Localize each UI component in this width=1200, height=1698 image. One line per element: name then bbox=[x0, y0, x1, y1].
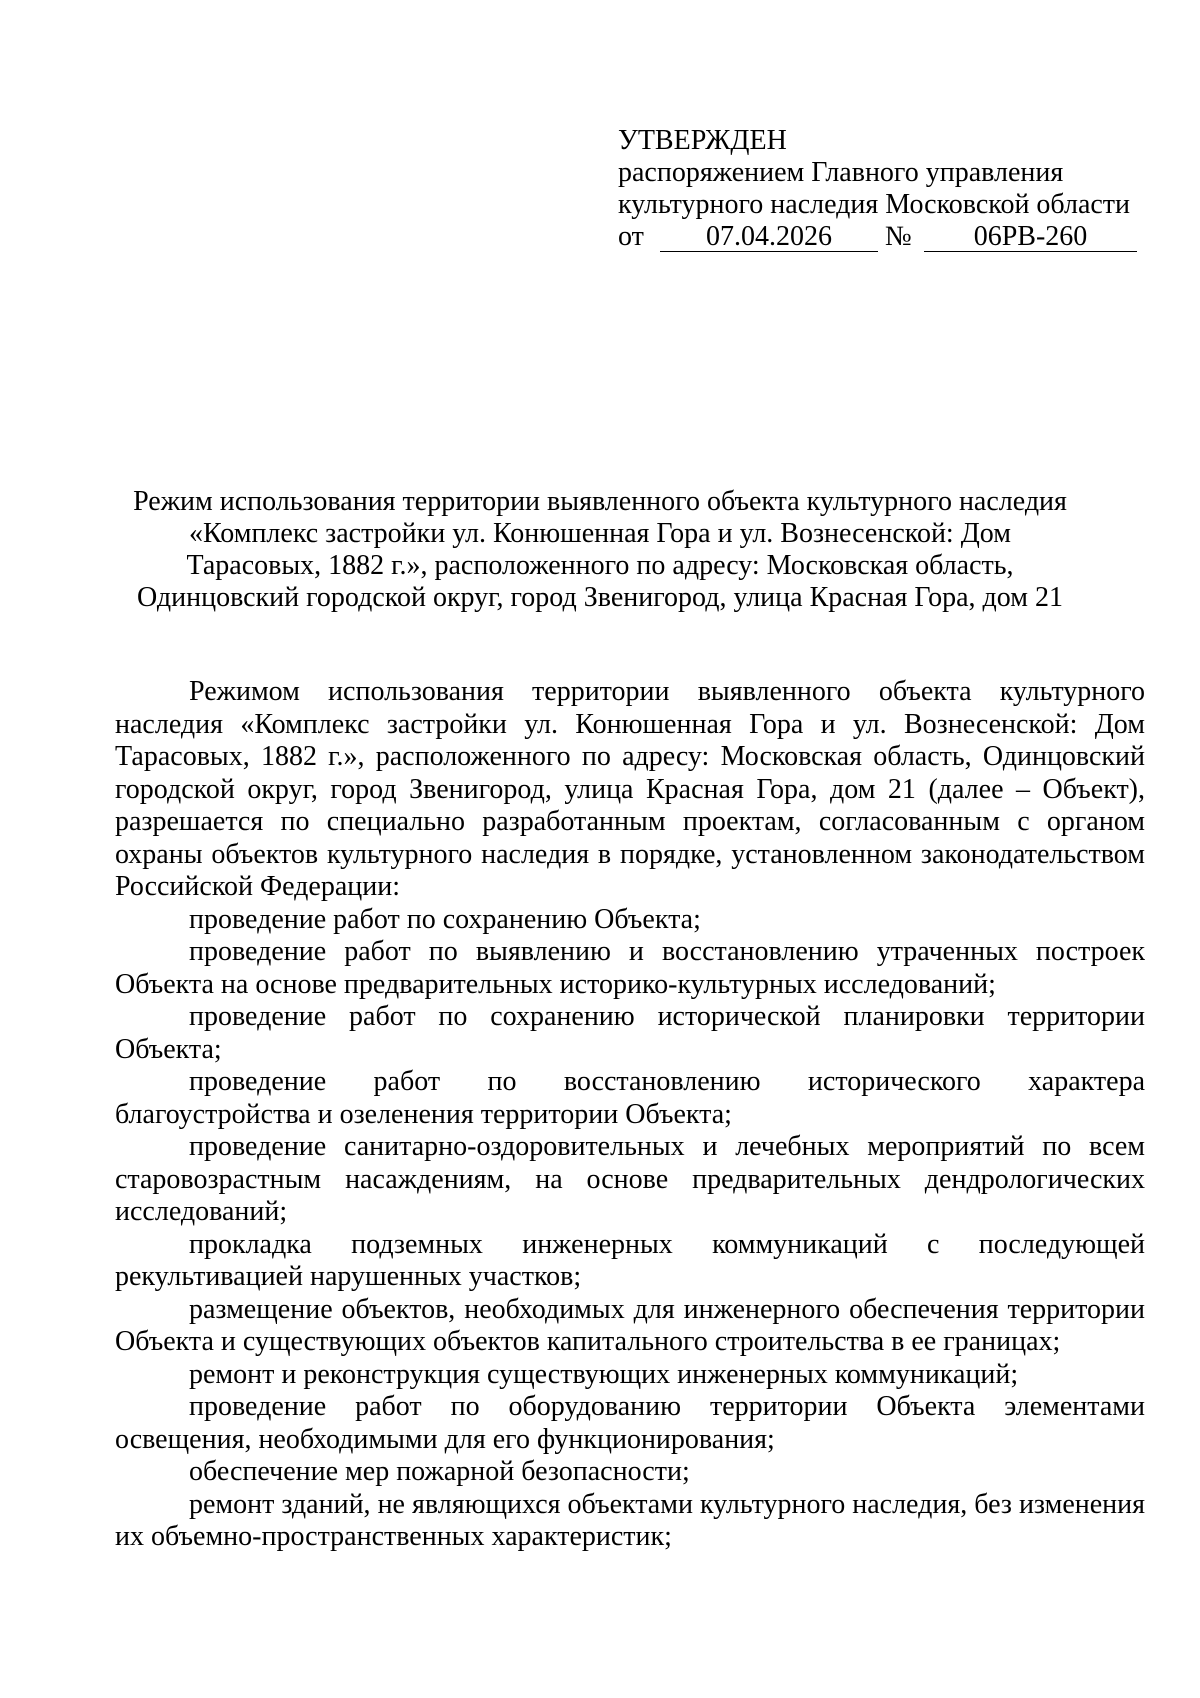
list-item: проведение работ по восстановлению исторического характера благоустройства и озеленения территории Объекта; bbox=[115, 1066, 1145, 1130]
approval-heading: УТВЕРЖДЕН bbox=[618, 125, 787, 156]
list-item: проведение работ по сохранению Объекта; bbox=[189, 903, 701, 935]
document-title: Режим использования территории выявленного объекта культурного наследия «Комплекс застройки ул. Конюшенная Гора и ул. Вознесенской: Дом Тарасовых, 1882 г.», расположенного по адресу: Московская область, Одинцовский городской округ, город Звенигород, улица Красная Гора, дом 21 bbox=[133, 486, 1067, 613]
list-item: ремонт и реконструкция существующих инженерных коммуникаций; bbox=[189, 1358, 1019, 1390]
list-item: проведение работ по оборудованию территории Объекта элементами освещения, необходимыми для его функционирования; bbox=[115, 1391, 1145, 1455]
document-body bbox=[115, 676, 1145, 1554]
list-item: проведение работ по сохранению исторической планировки территории Объекта; bbox=[115, 1001, 1145, 1065]
approval-line-1: распоряжением Главного управления bbox=[618, 157, 1064, 188]
approval-date: 07.04.2026 bbox=[660, 221, 878, 252]
paragraph: Режимом использования территории выявленного объекта культурного наследия «Комплекс застройки ул. Конюшенная Гора и ул. Вознесенской: Дом Тарасовых, 1882 г.», расположенного по адресу: Московская область, Одинцовский городской округ, город Звенигород, улица Красная Гора, дом 21 (далее – Объект), разрешается по специально разработанным проектам, согласованным с органом охраны объектов культурного наследия в порядке, установленном законодательством Российской Федерации: bbox=[115, 676, 1145, 902]
approval-date-row bbox=[618, 221, 1138, 253]
list-item: размещение объектов, необходимых для инженерного обеспечения территории Объекта и существующих объектов капитального строительства в ее границах; bbox=[115, 1293, 1145, 1357]
number-sign: № bbox=[885, 221, 912, 252]
list-item: обеспечение мер пожарной безопасности; bbox=[189, 1456, 690, 1487]
approval-number: 06РВ-260 bbox=[924, 221, 1137, 252]
date-prefix: от bbox=[618, 221, 644, 252]
list-item: проведение работ по выявлению и восстановлению утраченных построек Объекта на основе предварительных историко-культурных исследований; bbox=[115, 936, 1145, 1000]
list-item: проведение санитарно-оздоровительных и лечебных мероприятий по всем старовозрастным насаждениям, на основе предварительных дендрологических исследований; bbox=[115, 1131, 1145, 1227]
approval-line-2: культурного наследия Московской области bbox=[618, 189, 1131, 220]
approval-block bbox=[618, 125, 1138, 253]
list-item: прокладка подземных инженерных коммуникаций с последующей рекультивацией нарушенных участков; bbox=[115, 1228, 1145, 1292]
list-item: ремонт зданий, не являющихся объектами культурного наследия, без изменения их объемно-пространственных характеристик; bbox=[115, 1488, 1145, 1552]
